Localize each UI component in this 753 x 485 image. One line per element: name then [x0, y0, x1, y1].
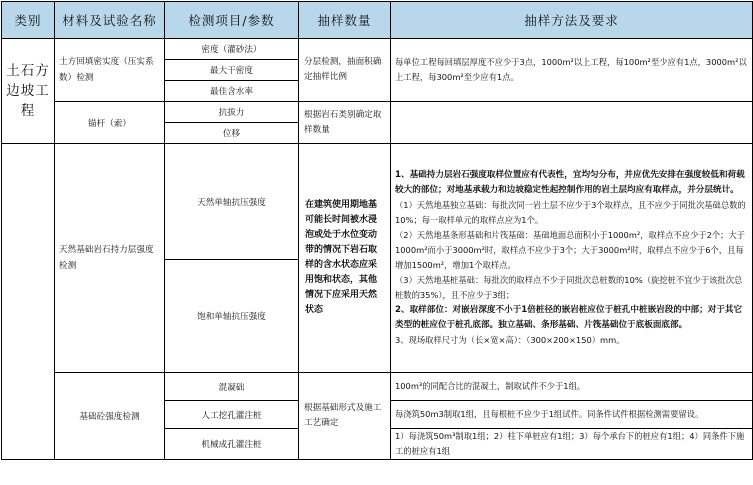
- material-concrete: 基础砼强度检测: [55, 373, 165, 460]
- rock-method-6: 3、现场取样尺寸为（长×宽×高）：（300×200×150）mm。: [395, 335, 625, 345]
- item-max-dry-density: 最大干密度: [165, 60, 299, 81]
- header-material: 材料及试验名称: [55, 2, 165, 39]
- item-natural-strength: 天然单轴抗压强度: [165, 144, 299, 260]
- header-category: 类别: [2, 2, 55, 39]
- item-manual-pile: 人工挖孔灌注桩: [165, 401, 299, 429]
- header-item: 检测项目/参数: [165, 2, 299, 39]
- category-foundation: [2, 144, 55, 460]
- method-compaction: 每单位工程每回填层厚度不应少于3点，1000m²以上工程，每100m²至少应有1点，3000m²以上工程，每300m²至少应有1点。: [391, 39, 753, 102]
- item-mechanical-pile: 机械成孔灌注桩: [165, 429, 299, 460]
- item-displacement: 位移: [165, 123, 299, 144]
- rock-method-5: 2、取样部位：对嵌岩深度不小于1倍桩径的嵌岩桩应位于桩孔中桩嵌岩段的中部；对于其它类型的桩应位于桩孔底部。独立基础、条形基础、片筏基础位于底板面底部。: [395, 305, 743, 330]
- item-density: 密度（灌砂法）: [165, 39, 299, 60]
- rock-method-3: （2）天然地基条形基础和片筏基础：基础地面总面积小于1000m²，取样点不应少于2个；大于1000m²而小于3000m²时，取样点不应少于3个；大于3000m²时，取样点不应少于6个，且每增加1500m²，增加1个取样点。: [395, 230, 746, 270]
- material-compaction: 土方回填密实度（压实系数）检测: [55, 39, 165, 102]
- rock-method-2: （1）天然地基独立基础：每批次同一岩土层不应少于3个取样点，且不应少于同批次基础总数的10%；每一取样单元的取样点应为1个。: [395, 200, 746, 225]
- table-row: [2, 144, 753, 260]
- rock-method-1: 1、基础持力层岩石强度取样位置应有代表性，宜均匀分布，并应优先安排在强度较低和荷载较大的部位；对地基承载力和边坡稳定性起控制作用的岩土层均应有取样点，并分层统计。: [395, 170, 745, 195]
- table-row: [2, 102, 753, 123]
- item-pullout: 抗拔力: [165, 102, 299, 123]
- method-concrete-2: 每浇筑50m3制取1组，且每根桩不应少于1组试件。同条件试件根据检测需要留设。: [391, 401, 753, 429]
- material-rock: 天然基础岩石持力层强度检测: [55, 144, 165, 373]
- quantity-anchor: 根据岩石类别确定取样数量: [299, 102, 391, 144]
- quantity-compaction: 分层检测，抽面积确定抽样比例: [299, 39, 391, 102]
- header-quantity: 抽样数量: [299, 2, 391, 39]
- material-anchor: 锚杆（索）: [55, 102, 165, 144]
- quantity-concrete: 根据基础形式及施工工艺确定: [299, 373, 391, 460]
- method-anchor-empty: [391, 102, 753, 144]
- header-row: [2, 2, 753, 39]
- method-rock: [391, 144, 753, 373]
- method-concrete-1: 100m³的同配合比的混凝土，制取试件不少于1组。: [391, 373, 753, 401]
- table-row: [2, 39, 753, 60]
- method-concrete-3: 1）每浇筑50m³制取1组；2）柱下单桩应有1组；3）每个承台下的桩应有1组；4）同条件下施工的桩应有1组: [391, 429, 753, 460]
- sampling-table: [1, 1, 753, 460]
- item-optimum-moisture: 最佳含水率: [165, 81, 299, 102]
- item-saturated-strength: 饱和单轴抗压强度: [165, 260, 299, 373]
- rock-method-4: （3）天然地基桩基础：每批次的取样点不少于同批次总桩数的10%（旋挖桩不宜少于该批次总桩数的35%），且不应少于3组；: [395, 275, 743, 300]
- item-concrete-base: 混凝础: [165, 373, 299, 401]
- table-row: [2, 373, 753, 401]
- header-method: 抽样方法及要求: [391, 2, 753, 39]
- category-earthwork: 土石方边坡工程: [2, 39, 55, 144]
- quantity-rock: 在建筑使用期地基可能长时间被水浸泡或处于水位变动带的情况下岩石取样的含水状态应采用饱和状态，其他情况下应采用天然状态: [299, 144, 391, 373]
